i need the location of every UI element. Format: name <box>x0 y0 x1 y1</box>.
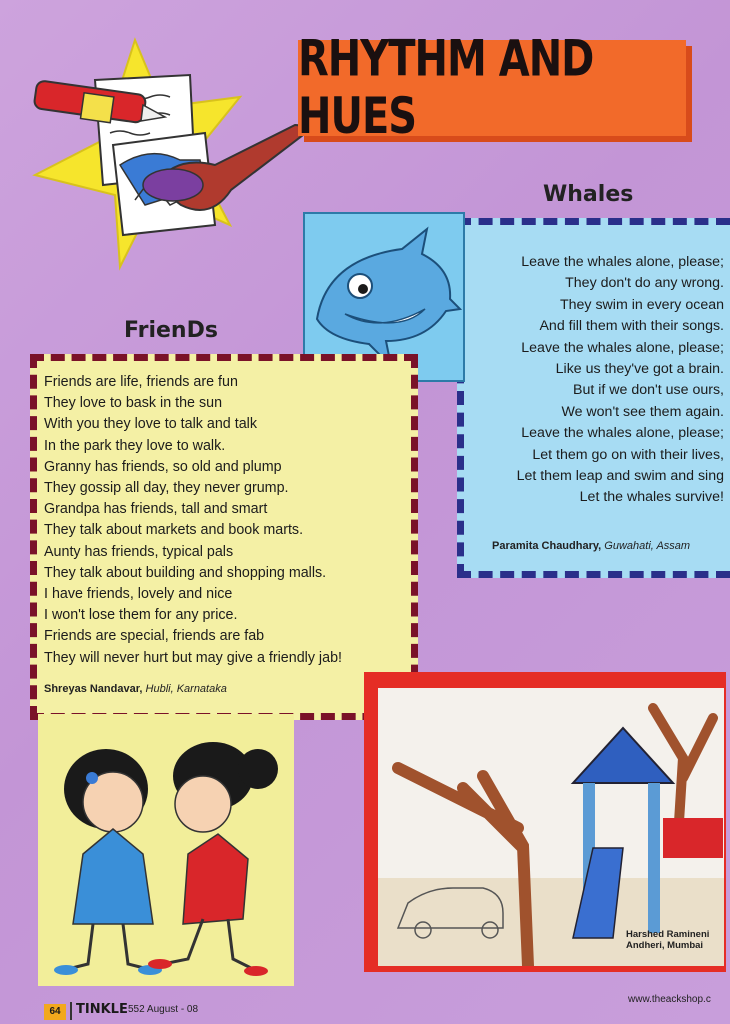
friends-credit <box>44 683 404 695</box>
poem-line: Aunty has friends, typical pals <box>44 543 234 560</box>
footer-issue: 552 August - 08 <box>128 1004 199 1015</box>
drawing-place: Andheri, Mumbai <box>626 940 704 951</box>
poem-line: I won't lose them for any price. <box>44 607 238 624</box>
friends-author: Shreyas Nandavar, <box>44 683 143 695</box>
whales-place: Guwahati, Assam <box>604 540 691 552</box>
poem-line: Let them leap and swim and sing <box>516 468 724 485</box>
poem-line: But if we don't use ours, <box>573 382 724 399</box>
poem-line: They will never hurt but may give a friendly jab! <box>44 649 342 666</box>
poem-line: With you they love to talk and talk <box>44 416 257 433</box>
title-banner <box>298 30 686 146</box>
poem-line: Friends are special, friends are fab <box>44 628 265 645</box>
child-drawing <box>378 688 724 966</box>
whales-heading: Whales <box>543 182 634 207</box>
poem-line: And fill them with their songs. <box>539 318 724 335</box>
poem-line: Grandpa has friends, tall and smart <box>44 501 268 518</box>
footer-brand: TINKLE <box>76 1002 128 1017</box>
poem-line: Let them go on with their lives, <box>532 446 724 463</box>
poem-line: They swim in every ocean <box>559 296 724 313</box>
poem-line: We won't see them again. <box>561 403 724 420</box>
page-title: RHYTHM AND HUES <box>298 30 594 146</box>
drawing-artist: Harshed Ramineni <box>626 929 710 940</box>
poem-line: They gossip all day, they never grump. <box>44 480 289 497</box>
footer-url: www.theackshop.c <box>628 994 711 1005</box>
header-illustration <box>25 35 305 280</box>
whales-author: Paramita Chaudhary, <box>492 540 602 552</box>
poem-line: They talk about markets and book marts. <box>44 522 304 539</box>
poem-line: Granny has friends, so old and plump <box>44 458 282 475</box>
poem-line: Leave the whales alone, please; <box>521 339 724 356</box>
poem-line: In the park they love to walk. <box>44 437 226 454</box>
footer-divider <box>70 1002 72 1020</box>
girl-right <box>148 742 278 976</box>
whales-credit <box>492 540 730 552</box>
poem-line: Leave the whales alone, please; <box>521 425 724 442</box>
poem-line: I have friends, lovely and nice <box>44 586 233 603</box>
girls-illustration <box>38 714 294 986</box>
poem-line: Friends are life, friends are fun <box>44 374 238 390</box>
girl-left <box>54 749 162 975</box>
poem-line: Let the whales survive! <box>579 489 724 506</box>
poem-line: They love to bask in the sun <box>44 395 223 412</box>
page-number: 64 <box>44 1004 66 1020</box>
friends-heading: FrienDs <box>124 318 218 343</box>
poem-line: Leave the whales alone, please; <box>521 254 724 270</box>
poem-line: Like us they've got a brain. <box>555 361 724 378</box>
drawing-credit <box>626 929 726 951</box>
friends-poem-text <box>44 372 414 669</box>
poem-line: They don't do any wrong. <box>565 275 724 292</box>
whales-poem-text <box>462 252 724 509</box>
friends-place: Hubli, Karnataka <box>145 683 227 695</box>
poem-line: They talk about building and shopping malls. <box>44 564 327 581</box>
